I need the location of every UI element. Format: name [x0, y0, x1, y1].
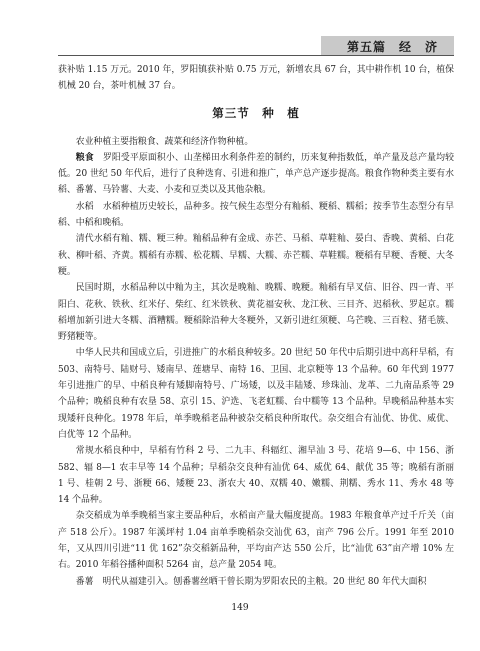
intro-paragraph: 获补贴 1.15 万元。2010 年，罗阳镇获补贴 0.75 万元，新增农具 67 台，其中耕作机 10 台，植保机械 20 台，茶叶机械 37 台。 [58, 65, 454, 92]
paragraph-list [58, 134, 454, 590]
paragraph-text: 清代水稻有籼、糯、粳三种。籼稻品种有金成、赤芒、马稻、草鞋籼、晏白、香晚、黄稻、白花秋、柳叶稻、齐黄。糯稻有赤糯、松花糯、早糯、大糯、赤芒糯、草鞋糯。粳稻有早粳、香粳、大冬粳。 [58, 234, 454, 277]
paragraph-text: 罗阳受平原面积小、山垄梯田水利条件差的制约，历来复种指数低，单产量及总产量均较低。20 世纪 50 年代后，进行了良种选育、引进和推广，单产总产逐步提高。粮食作物种类主要有水稻、番薯、马铃薯、大麦、小麦和豆类以及其他杂粮。 [58, 152, 455, 196]
page-number: 149 [231, 603, 249, 613]
body-paragraph [58, 150, 454, 199]
paragraph-text: 水稻 水稻种植历史较长，品种多。按气候生态型分有籼稻、粳稻、糯稻；按季节生态型分有早稻、中稻和晚稻。 [58, 201, 454, 229]
paragraph-text: 常规水稻良种中，早稻有竹科 2 号、二九丰、科辐红、湘早汕 3 号、花培 9—6、中 156、浙 582、辐 8—1 农丰早等 14 个品种；早稻杂交良种有汕优 64、威优 64、献优 35 等；晚稻有浙丽 1 号、桂朝 2 号、浙粳 66、矮粳 23、浙农大 40、双糯 40、嫩糯、荆糯、秀水 11、秀水 48 等 14 个品种。 [58, 446, 454, 506]
paragraph-text: 农业种植主要指粮食、蔬菜和经济作物种植。 [75, 136, 254, 147]
body-paragraph [58, 574, 454, 590]
running-header-title: 第五篇 经 济 [346, 40, 438, 54]
paragraph-text: 番薯 明代从福建引入。刨番薯丝晒干曾长期为罗阳农民的主粮。20 世纪 80 年代大面积 [75, 576, 427, 587]
header-rule [58, 55, 454, 56]
body-paragraph [58, 231, 454, 280]
paragraph-text: 杂交稻成为单季晚稻当家主要品种后，水稻亩产量大幅度提高。1983 年粮食单产过千斤关（亩产 518 公斤）。1987 年溪坪村 1.04 亩单季晚稻杂交汕优 63，亩产 796 公斤。1991 年至 2010 年，又从四川引进“11 优 162”杂交稻新品种，平均亩产达 550 公斤，比“汕优 63”亩产增 10% 左右。2010 年稻谷播种面积 5264 亩，总产量 2054 吨。 [58, 511, 454, 571]
paragraph-text: 中华人民共和国成立后，引进推广的水稻良种较多。20 世纪 50 年代中后期引进中高秆早稻，有 503、南特号、陆财号、矮南早、莲塘早、南特 16、卫国、北京粳等 13 个品种。60 年代到 1977 年引进推广的早、中稻良种有矮脚南特号、广场矮，以及丰陆矮、珍珠汕、龙革、二九南品系等 29 个品种；晚稻良种有农垦 58、京引 15、沪选、飞老虹糯、台中糯等 13 个品种。早晚稻品种基本实现矮秆良种化。1978 年后，单季晚稻老品种被杂交稻良种所取代。杂交组合有汕优、协优、威优、白优等 12 个品种。 [58, 348, 454, 440]
running-header [321, 36, 454, 55]
body-paragraph [58, 199, 454, 232]
body-paragraph [58, 443, 454, 508]
body-paragraph [58, 345, 454, 443]
section-title: 第三节 种 植 [212, 105, 300, 120]
body-paragraph [58, 280, 454, 345]
page-body [58, 62, 454, 590]
paragraph-text: 民国时期，水稻品种以中籼为主，其次是晚籼、晚糯、晚粳。籼稻有早叉信、旧谷、四一青、平阳白、花秋、铁秋、红米仔、柴红、红米铁秋、黄花福安秋、龙江秋、三目齐、迟稻秋、罗起京。糯稻增加新引进大冬糯、酒糟糯。粳稻除沿种大冬粳外，又新引进红须粳、乌芒晚、三百粒、猪毛簇、野猪粳等。 [58, 283, 454, 343]
body-paragraph [58, 134, 454, 150]
body-paragraph [58, 508, 454, 573]
paragraph-lead: 粮食 [75, 152, 94, 163]
